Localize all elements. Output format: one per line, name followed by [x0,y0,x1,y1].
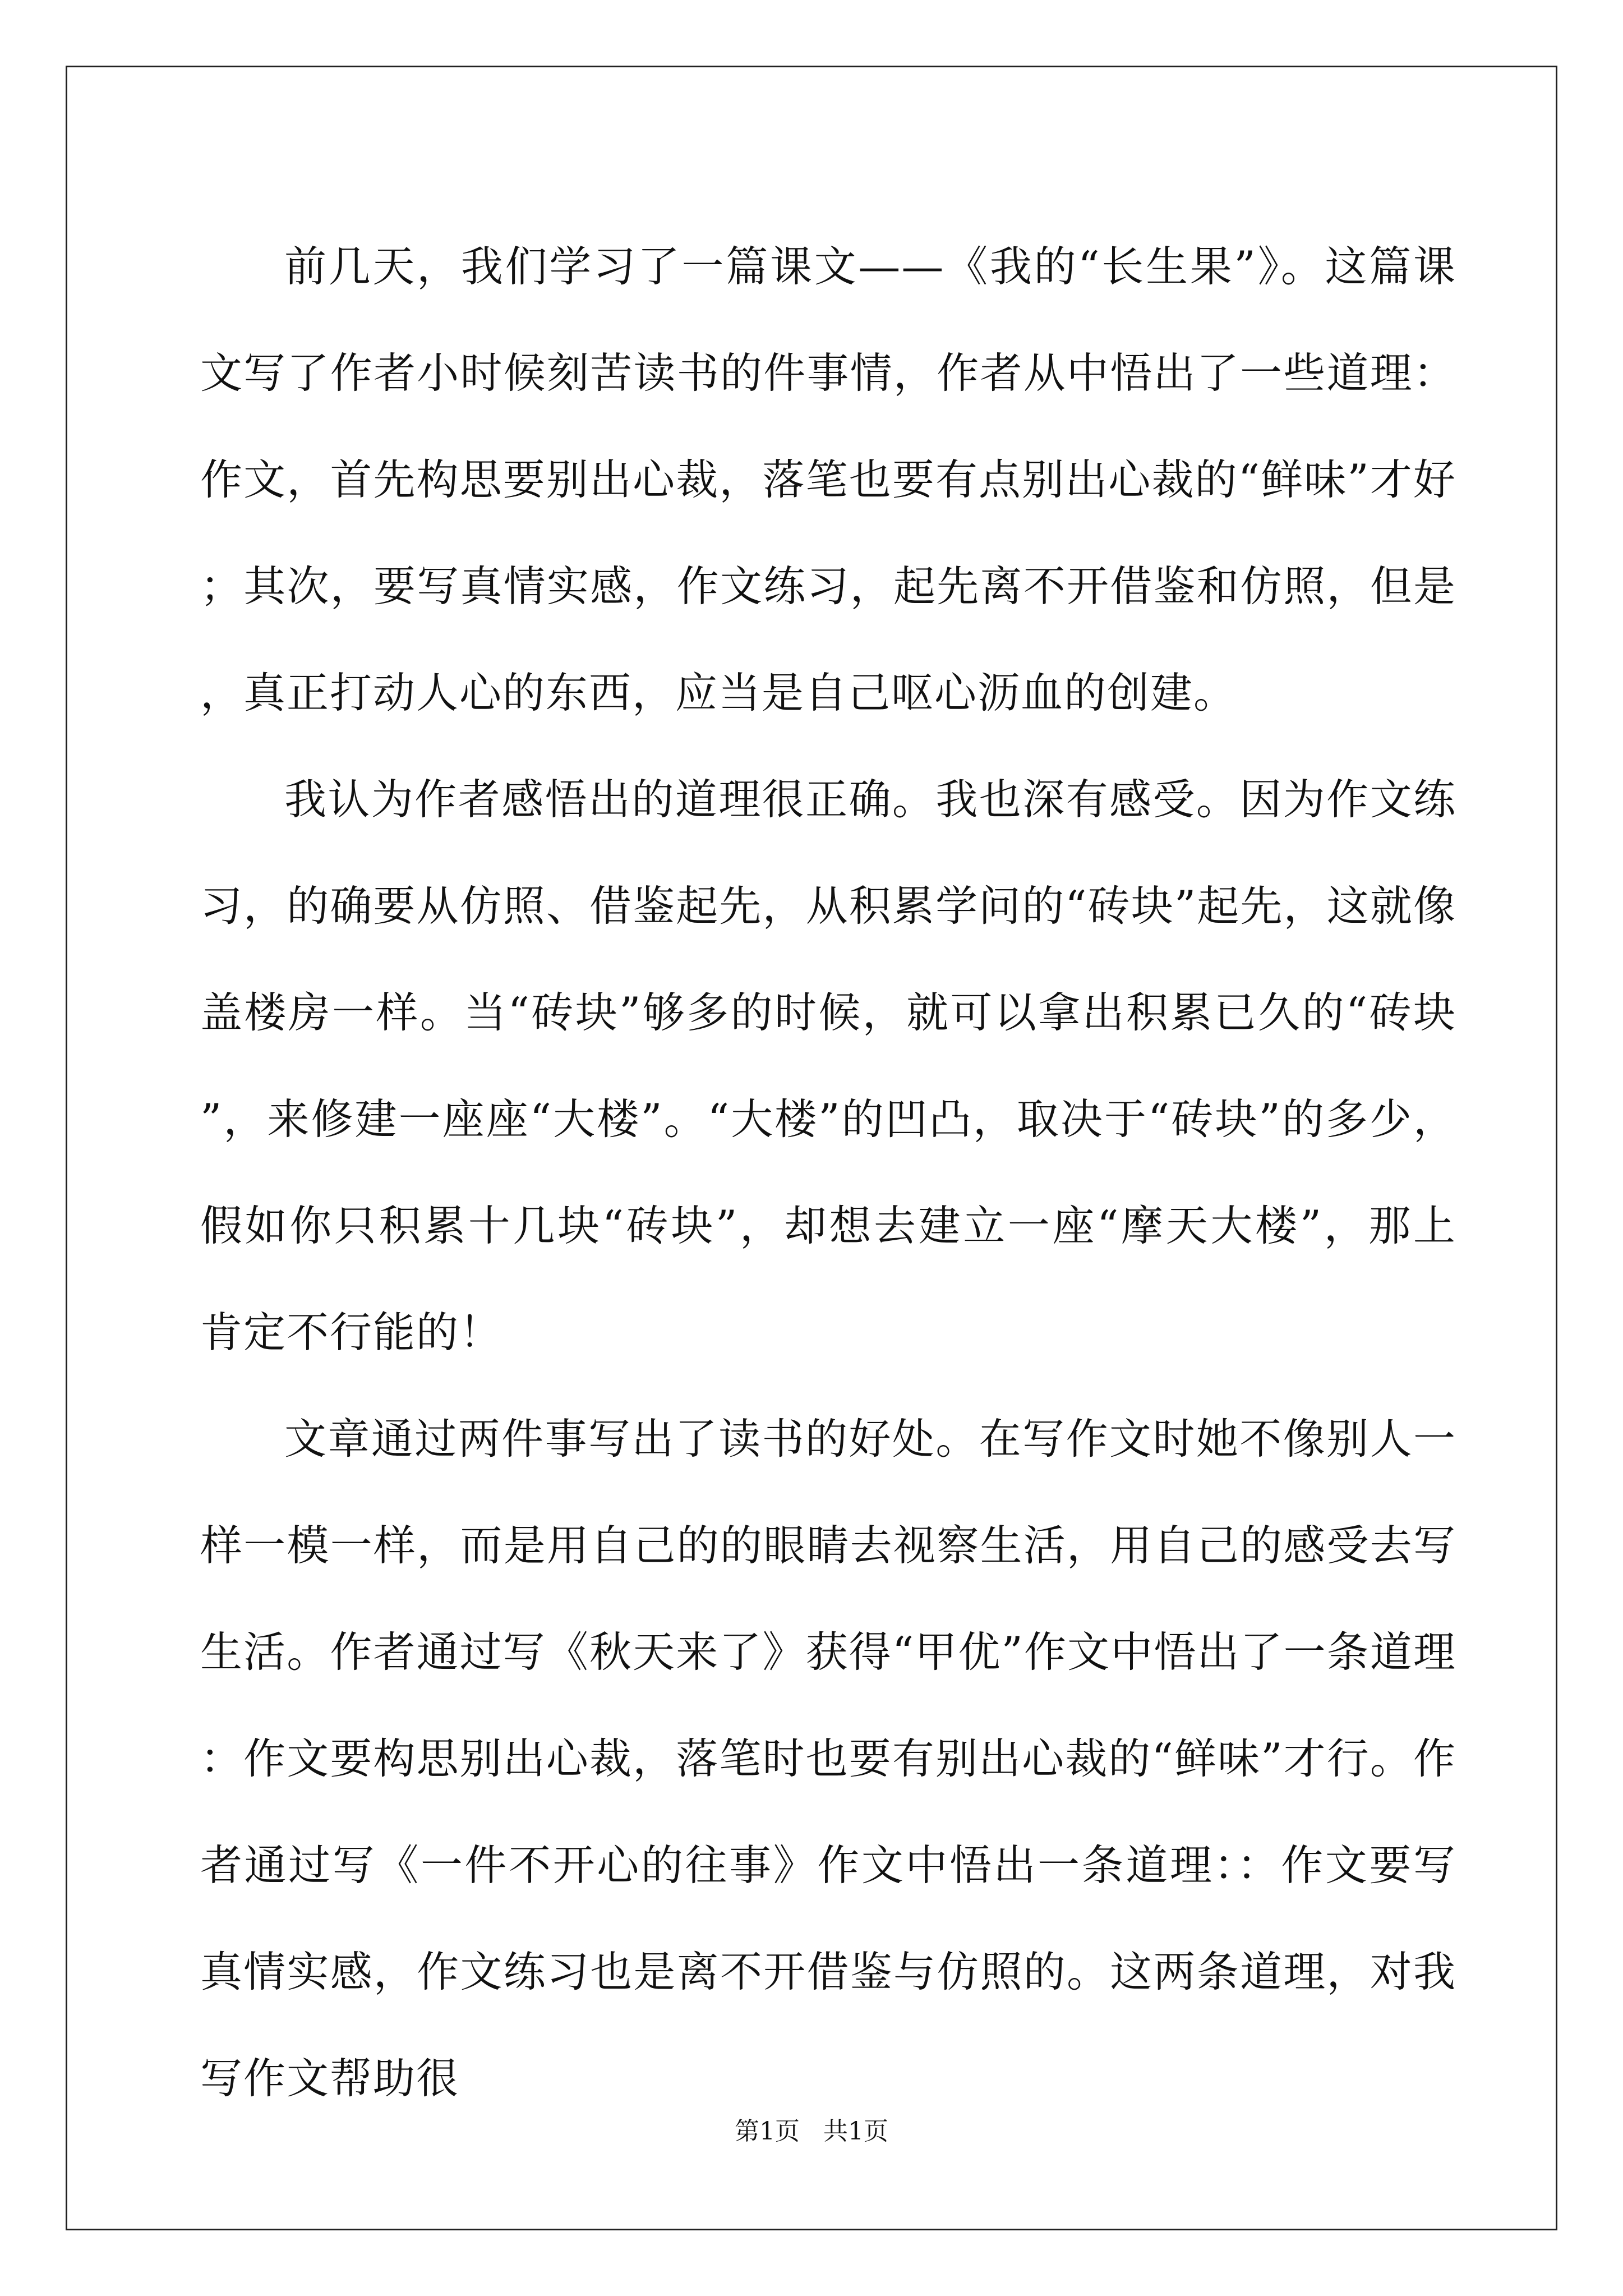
essay-body [200,213,1456,2132]
paragraph-1: 前几天，我们学习了一篇课文——《我的“长生果”》。这篇课文写了作者小时候刻苦读书的件事情，作者从中悟出了一些道理：作文，首先构思要别出心裁，落笔也要有点别出心裁的“鲜味”才好；其次，要写真情实感，作文练习，起先离不开借鉴和仿照，但是，真正打动人心的东西，应当是自己呕心沥血的创建。 [200,242,1456,717]
page-number: 第1页 共1页 [735,2117,888,2146]
paragraph-2: 我认为作者感悟出的道理很正确。我也深有感受。因为作文练习，的确要从仿照、借鉴起先，从积累学问的“砖块”起先，这就像盖楼房一样。当“砖块”够多的时候，就可以拿出积累已久的“砖块”，来修建一座座“大楼”。“大楼”的凹凸，取决于“砖块”的多少，假如你只积累十几块“砖块”，却想去建立一座“摩天大楼”，那上肯定不行能的！ [200,775,1456,1357]
paragraph-3: 文章通过两件事写出了读书的好处。在写作文时她不像别人一样一模一样，而是用自己的的眼睛去视察生活，用自己的感受去写生活。作者通过写《秋天来了》获得“甲优”作文中悟出了一条道理：作文要构思别出心裁，落笔时也要有别出心裁的“鲜味”才行。作者通过写《一件不开心的往事》作文中悟出一条道理：：作文要写真情实感，作文练习也是离不开借鉴与仿照的。这两条道理，对我写作文帮助很 [200,1414,1456,2103]
